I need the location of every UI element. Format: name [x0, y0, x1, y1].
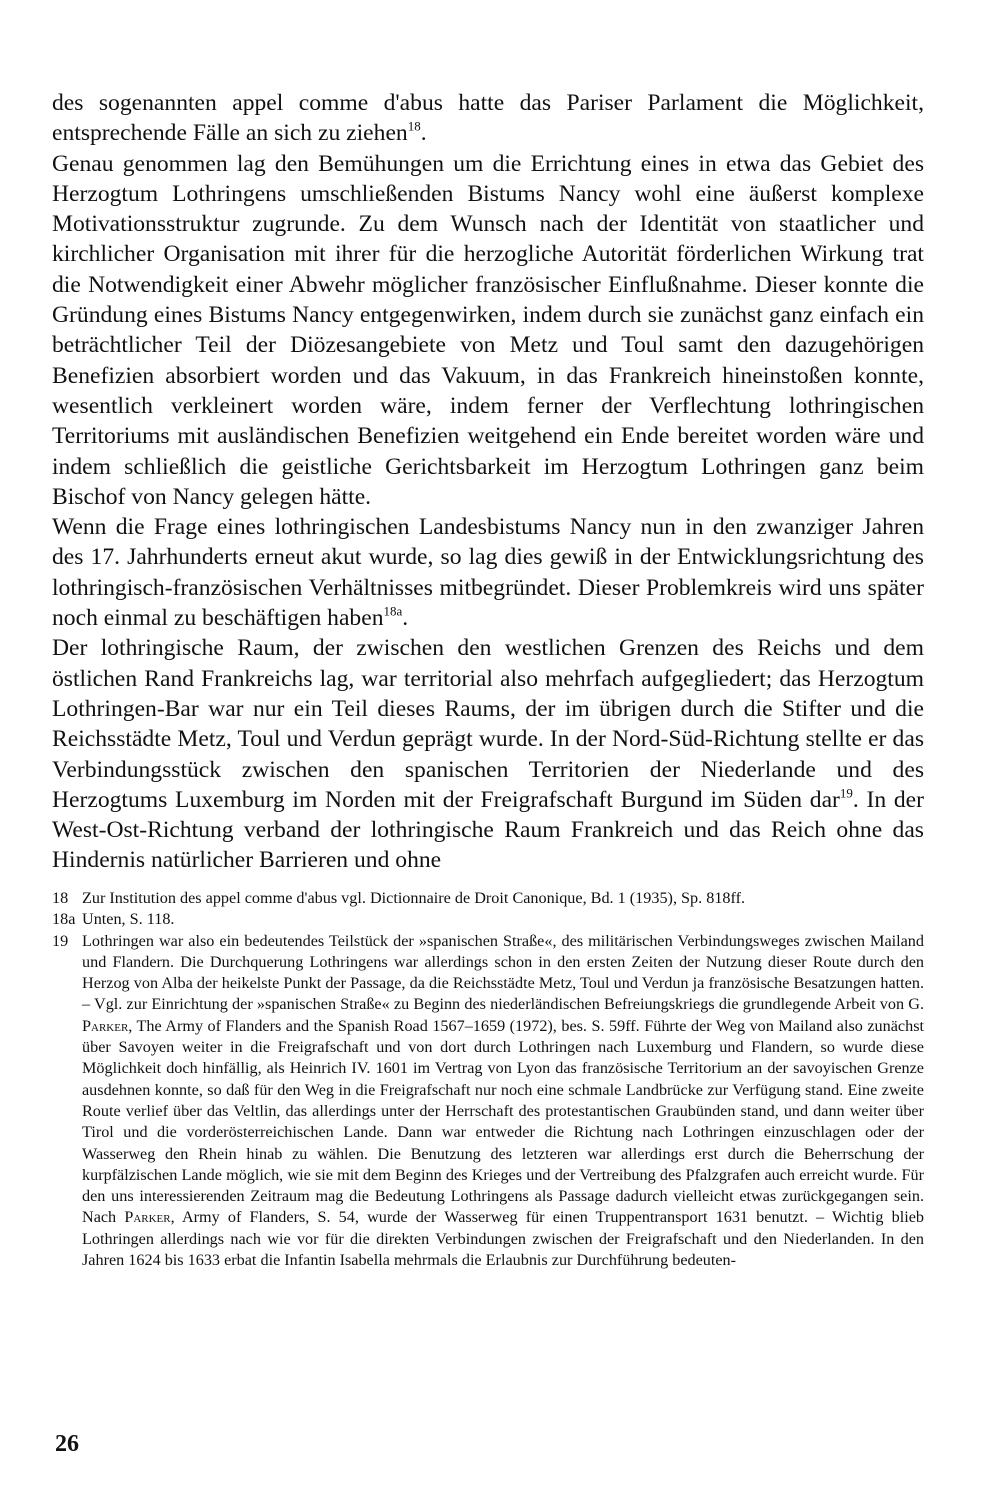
paragraph-1-text: des sogenannten appel comme d'abus hatte das Pariser Parlament die Möglichkeit, entsprechende Fälle an sich zu ziehen — [52, 90, 924, 147]
footnote-ref-18: 18 — [407, 118, 421, 134]
paragraph-1 — [52, 88, 924, 149]
paragraph-4-text-b: . In der West-Ost-Richtung verband der lothringische Raum Frankreich und das Reich ohne das Hindernis natürlicher Barrieren und ohne — [52, 786, 924, 874]
footnotes — [52, 888, 924, 1271]
paragraph-2-text: Genau genommen lag den Bemühungen um die Errichtung eines in etwa das Gebiet des Herzogtum Lothringens umschließenden Bistums Nancy wohl eine äußerst komplexe Motivationsstruktur zugrunde. Zu dem Wunsch nach der Identität von staatlicher und kirchlicher Organisation mit ihrer für die herzogliche Autorität förderlichen Wirkung trat die Notwendigkeit einer Abwehr möglicher französischer Einflußnahme. Dieser konnte die Gründung eines Bistums Nancy entgegenwirken, indem durch sie zunächst ganz einfach ein beträchtlicher Teil der Diözesangebiete von Metz und Toul samt den dazugehörigen Benefizien absorbiert worden und das Vakuum, in das Frankreich hineinstoßen konnte, wesentlich verkleinert worden wäre, indem ferner der Verflechtung lothringischen Territoriums mit ausländischen Benefizien weitgehend ein Ende bereitet worden wäre und indem schließlich die geistliche Gerichtsbarkeit im Herzogtum Lothringen ganz beim Bischof von Nancy gelegen hätte. — [52, 150, 924, 510]
footnote-18 — [52, 888, 924, 909]
page-body — [52, 88, 924, 876]
paragraph-4 — [52, 633, 924, 875]
author-name: Parker — [124, 1208, 171, 1227]
footnote-19 — [52, 931, 924, 1272]
paragraph-1-tail: . — [420, 120, 427, 147]
footnote-ref-19: 19 — [839, 785, 853, 801]
footnote-19-text-b: , The Army of Flanders and the Spanish Road 1567–1659 (1972), bes. S. 59ff. Führte der Weg von Mailand also zunächst über Savoyen weiter in die Freigrafschaft und von dort durch Lothringen nach Luxemburg und Flandern, so wurde diese Möglichkeit doch hinfällig, als Heinrich IV. 1601 im Vertrag von Lyon das französische Territorium an der savoyischen Grenze ausdehnen konnte, so daß für den Weg in die Freigrafschaft nur noch eine schmale Landbrücke zur Verfügung stand. Eine zweite Route verlief über das Veltlin, das allerdings unter der Herrschaft des protestantischen Graubünden stand, und dann weiter über Tirol und die vorderösterreichischen Lande. Dann war entweder die Richtung nach Lothringen einzuschlagen oder der Wasserweg den Rhein hinab zu wählen. Die Benutzung des letzteren war allerdings erst durch die Beherrschung der kurpfälzischen Lande möglich, wie sie mit dem Beginn des Krieges und der Vertreibung des Pfalzgrafen auch erreicht wurde. Für den uns interessierenden Zeitraum mag die Bedeutung Lothringens als Passage dadurch vielleicht etwas zurückgegangen sein. Nach — [82, 1016, 924, 1227]
paragraph-3-tail: . — [402, 605, 409, 632]
footnote-number: 18 — [52, 889, 69, 907]
footnote-text — [82, 931, 924, 1272]
footnote-19-text-a: Lothringen war also ein bedeutendes Teilstück der »spanischen Straße«, des militärischen Verbindungsweges zwischen Mailand und Flandern. Die Durchquerung Lothringens war allerdings schon in den ersten Zeiten der Nutzung dieser Route durch den Herzog von Alba der heikelste Punkt der Passage, da die Reichsstädte Metz, Toul und Verdun ja französische Besatzungen hatten. – Vgl. zur Einrichtung der »spanischen Straße« zu Beginn des niederländischen Befreiungskriegs die grundlegende Arbeit von G. — [82, 931, 924, 1014]
footnote-text: Zur Institution des appel comme d'abus vgl. Dictionnaire de Droit Canonique, Bd. 1 (1935), Sp. 818ff. — [82, 889, 746, 907]
footnote-18a — [52, 909, 924, 930]
footnote-number: 19 — [52, 931, 69, 950]
paragraph-2 — [52, 149, 924, 513]
footnote-number: 18a — [52, 910, 76, 929]
main-text — [52, 88, 924, 876]
author-name: Parker — [82, 1016, 129, 1035]
footnote-ref-18a: 18a — [383, 603, 403, 619]
footnote-text: Unten, S. 118. — [82, 910, 175, 929]
page-number: 26 — [55, 1431, 79, 1457]
paragraph-3 — [52, 512, 924, 633]
paragraph-4-text-a: Der lothringische Raum, der zwischen den westlichen Grenzen des Reichs und dem östlichen Rand Frankreichs lag, war territorial also mehrfach aufgegliedert; das Herzogtum Lothringen-Bar war nur ein Teil dieses Raums, der im übrigen durch die Stifter und die Reichsstädte Metz, Toul und Verdun geprägt wurde. In der Nord-Süd-Richtung stellte er das Verbindungsstück zwischen den spanischen Territorien der Niederlande und des Herzogtums Luxemburg im Norden mit der Freigrafschaft Burgund im Süden dar — [52, 635, 924, 813]
footnote-19-text-c: , Army of Flanders, S. 54, wurde der Wasserweg für einen Truppentransport 1631 benutzt. – Wichtig blieb Lothringen allerdings nach wie vor für die direkten Verbindungen zwischen der Freigrafschaft und den Niederlanden. In den Jahren 1624 bis 1633 erbat die Infantin Isabella mehrmals die Erlaubnis zur Durchführung bedeuten- — [82, 1208, 925, 1270]
paragraph-3-text: Wenn die Frage eines lothringischen Landesbistums Nancy nun in den zwanziger Jahren des 17. Jahrhunderts erneut akut wurde, so lag dies gewiß in der Entwicklungsrichtung des lothringisch-französischen Verhältnisses mitbegründet. Dieser Problemkreis wird uns später noch einmal zu beschäftigen haben — [52, 514, 924, 632]
